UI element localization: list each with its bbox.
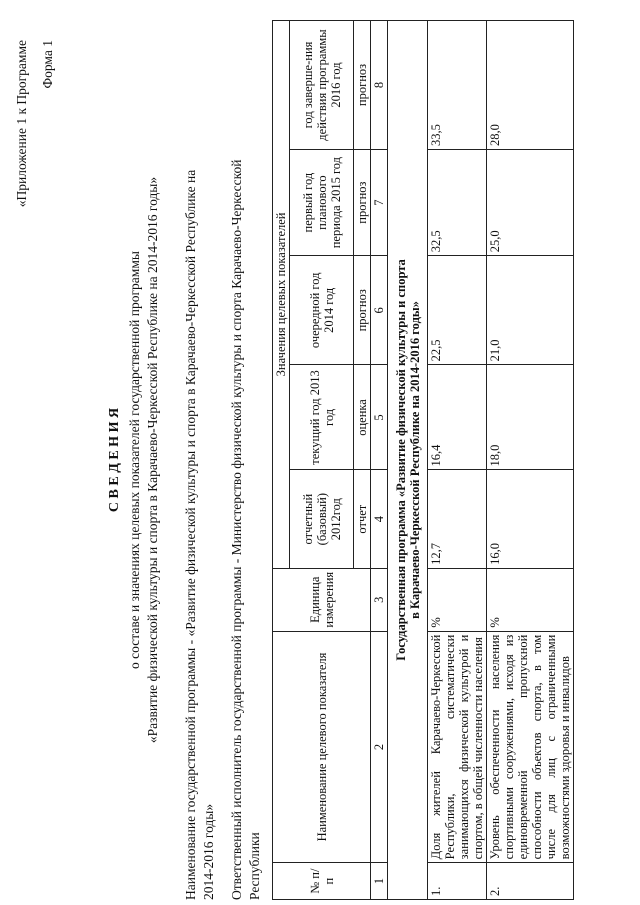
row-num: 2. [487,863,574,900]
subheader-2015: прогноз [354,150,371,256]
appendix-label: «Приложение 1 к Программе [14,40,29,208]
row-value-2013: 16,4 [428,365,487,470]
executor-line-1: Ответственный исполнитель государственной программы - Министерство физической культуры и спорта Карачаево-Черкесской [229,159,244,900]
row-name: Уровень обеспеченности населения спортивными сооружениями, исходя из единовременной пропускной способности объектов спорта, в том числе для лиц с ограниченными возможностями здоровья и инвалидов [487,631,574,863]
row-value-2016: 28,0 [487,21,574,150]
section-title-line-1: Государственная программа «Развитие физической культуры и спорта [393,259,408,661]
row-value-2012: 12,7 [428,470,487,568]
row-value-2015: 25,0 [487,150,574,256]
column-number: 5 [371,365,388,470]
row-unit: % [428,568,487,631]
header-2015: первый год планового периода 2015 год [290,150,354,256]
header-unit: Единица измерения [273,568,371,631]
row-value-2014: 22,5 [428,256,487,365]
row-value-2014: 21,0 [487,256,574,365]
document-title: С В Е Д Е Н И Я [107,407,122,513]
section-title-line-2: в Карачаево-Черкесской Республике на 2014-2016 годы» [407,301,422,619]
column-number: 8 [371,21,388,150]
rotated-document [0,20,640,900]
header-2014: очередной год 2014 год [290,256,354,365]
subheader-2012: отчет [354,470,371,568]
column-number: 4 [371,470,388,568]
subheader-2016: прогноз [354,21,371,150]
table-row [428,21,487,900]
subheader-2013: оценка [354,365,371,470]
form-label: Форма 1 [40,40,55,89]
table-row [487,21,574,900]
row-value-2015: 32,5 [428,150,487,256]
column-number: 3 [371,568,388,631]
row-name: Доля жителей Карачаево-Черкесской Республики, систематически занимающихся физической культурой и спортом, в общей численности населения [428,631,487,863]
header-name: Наименование целевого показателя [273,631,371,863]
row-value-2012: 16,0 [487,470,574,568]
executor-line-2: Республики [247,832,262,900]
header-values-group: Значения целевых показателей [273,21,290,569]
section-title [388,21,428,900]
column-numbers-row [371,21,388,900]
column-number: 6 [371,256,388,365]
indicators-table [272,20,574,900]
program-name-line-2: 2014-2016 годы» [201,803,216,900]
row-value-2016: 33,5 [428,21,487,150]
program-name-line-1: Наименование государственной программы - «Развитие физической культуры и спорта в Карачаево-Черкесской Республике на [183,169,198,900]
row-num: 1. [428,863,487,900]
header-2016: год заверше-ния действия программы 2016 год [290,21,354,150]
title-line-1: о составе и значениях целевых показателей государственной программы [127,251,142,669]
column-number: 2 [371,631,388,863]
header-num: № п/п [273,863,371,900]
column-number: 1 [371,863,388,900]
header-2013: текущий год 2013 год [290,365,354,470]
row-value-2013: 18,0 [487,365,574,470]
header-2012: отчетный (базовый) 2012год [290,470,354,568]
subheader-2014: прогноз [354,256,371,365]
title-line-2: «Развитие физической культуры и спорта в Карачаево-Черкесской Республике на 2014-2016 годы» [145,176,160,744]
row-unit: % [487,568,574,631]
column-number: 7 [371,150,388,256]
section-title-row [388,21,428,900]
